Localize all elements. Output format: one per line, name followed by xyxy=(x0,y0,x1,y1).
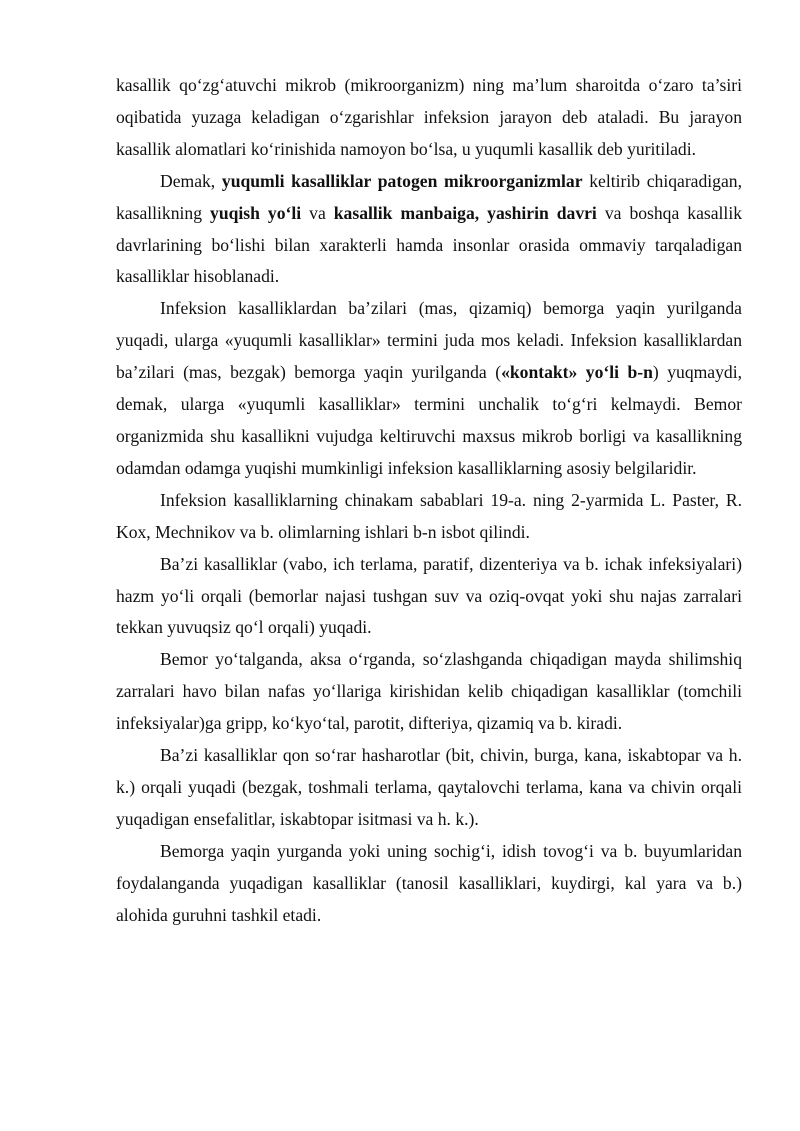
paragraph-4 xyxy=(116,485,742,549)
paragraph-6 xyxy=(116,644,742,740)
paragraph-6-text: Bemor yo‘talganda, aksa o‘rganda, so‘zlashganda chiqadigan mayda shilimshiq zarralari havo bilan nafas yo‘llariga kirishidan kelib chiqadigan kasalliklar (tomchili infeksiyalar)ga gripp, ko‘kyo‘tal, parotit, difteriya, qizamiq va b. kiradi. xyxy=(116,649,742,734)
paragraph-3-text-1: Infeksion kasalliklardan ba’zilari (mas, qizamiq) bemorga yaqin yurilganda yuqadi, ularga «yuqumli kasalliklar» termini juda mos keladi. Infeksion kasalliklardan ba’zilari (mas, bezgak) bemorga yaqin yurilganda ( xyxy=(116,298,742,383)
paragraph-2-text-3: va xyxy=(301,202,334,223)
paragraph-2-bold-1: yuqumli kasalliklar patogen mikroorganizmlar xyxy=(221,170,583,191)
paragraph-3-text-2: ) yuqmaydi, demak, ularga «yuqumli kasalliklar» termini unchalik to‘g‘ri kelmaydi. Bemor organizmida shu kasallikni vujudga keltiruvchi maxsus mikrob borligi va kasallikning odamdan odamga yuqishi mumkinligi infeksion kasalliklarning asosiy belgilaridir. xyxy=(116,362,742,478)
paragraph-2 xyxy=(116,166,742,294)
paragraph-7 xyxy=(116,740,742,836)
paragraph-3-bold-1: «kontakt» yo‘li b-n xyxy=(501,362,653,383)
paragraph-2-text-1: Demak, xyxy=(160,170,222,191)
paragraph-8 xyxy=(116,836,742,932)
paragraph-5 xyxy=(116,549,742,645)
paragraph-2-bold-2: yuqish yo‘li xyxy=(210,202,302,223)
paragraph-2-text-4: va boshqa kasallik davrlarining bo‘lishi bilan xarakterli hamda insonlar orasida ommaviy tarqaladigan kasalliklar hisoblanadi. xyxy=(116,202,743,287)
paragraph-4-text: Infeksion kasalliklarning chinakam sabablari 19-a. ning 2-yarmida L. Paster, R. Kox, Mechnikov va b. olimlarning ishlari b-n isbot qilindi. xyxy=(116,489,742,542)
paragraph-1 xyxy=(116,70,742,166)
paragraph-8-text: Bemorga yaqin yurganda yoki uning sochig‘i, idish tovog‘i va b. buyumlaridan foydalanganda yuqadigan kasalliklar (tanosil kasalliklari, kuydirgi, kal yara va b.) alohida guruhni tashkil etadi. xyxy=(116,840,742,925)
paragraph-2-bold-3: kasallik manbaiga, yashirin davri xyxy=(333,202,597,223)
paragraph-2-text-2: keltirib chiqaradigan, kasallikning xyxy=(116,170,742,223)
paragraph-7-text: Ba’zi kasalliklar qon so‘rar hasharotlar (bit, chivin, burga, kana, iskabtopar va h. k.) orqali yuqadi (bezgak, toshmali terlama, qaytalovchi terlama, kana va chivin orqali yuqadigan ensefalitlar, iskabtopar isitmasi va h. k.). xyxy=(116,745,742,829)
paragraph-5-text: Ba’zi kasalliklar (vabo, ich terlama, paratif, dizenteriya va b. ichak infeksiyalari) hazm yo‘li orqali (bemorlar najasi tushgan suv va oziq-ovqat yoki shu najas zarralari tekkan yuvuqsiz qo‘l orqali) yuqadi. xyxy=(116,553,742,638)
paragraph-3 xyxy=(116,293,742,484)
paragraph-1-text: kasallik qo‘zg‘atuvchi mikrob (mikroorganizm) ning ma’lum sharoitda o‘zaro ta’siri oqibatida yuzaga keladigan o‘zgarishlar infeksion jarayon deb ataladi. Bu jarayon kasallik alomatlari ko‘rinishida namoyon bo‘lsa, u yuqumli kasallik deb yuritiladi. xyxy=(116,75,742,159)
